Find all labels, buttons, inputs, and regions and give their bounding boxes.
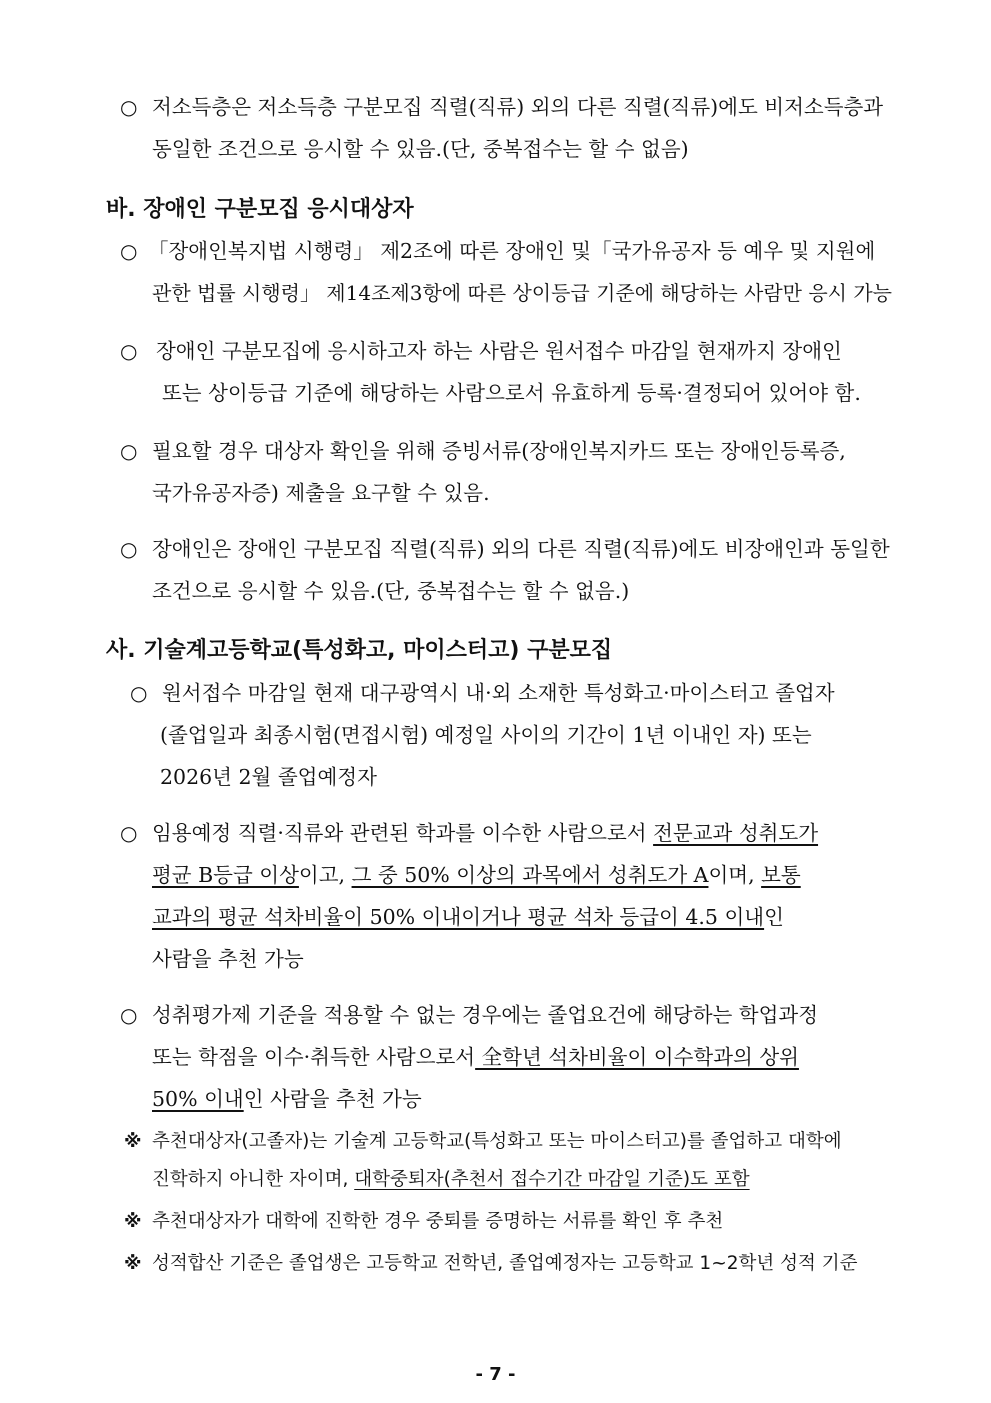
underlined-text: 전문교과 성취도가: [653, 821, 819, 845]
ba-item-1-line-2: 관한 법률 시행령」 제14조제3항에 따른 상이등급 기준에 해당하는 사람만 응시 가능: [152, 281, 892, 305]
note-3: 성적합산 기준은 졸업생은 고등학교 전학년, 졸업예정자는 고등학교 1~2학년 성적 기준: [152, 1253, 858, 1274]
section-heading-ba: 바. 장애인 구분모집 응시대상자: [106, 197, 414, 222]
underlined-text: 全학년 석차비율이 이수학과의 상위: [475, 1045, 799, 1069]
reference-mark: ※: [124, 1211, 142, 1232]
underlined-text: 보통: [761, 863, 801, 887]
sa-item-2-text: 이고,: [298, 863, 352, 887]
sa-item-2-text: 인: [764, 905, 784, 929]
note-1-line-1: 추천대상자(고졸자)는 기술계 고등학교(특성화고 또는 마이스터고)를 졸업하고 대학에: [152, 1131, 842, 1152]
sa-item-2-line-2: [152, 860, 801, 890]
sa-item-3-text: 인 사람을 추천 가능: [243, 1087, 422, 1111]
sa-item-3-line-1: 성취평가제 기준을 적용할 수 없는 경우에는 졸업요건에 해당하는 학업과정: [152, 1003, 819, 1027]
reference-mark: ※: [124, 1253, 142, 1274]
sa-item-3-text: 또는 학점을 이수·취득한 사람으로서: [152, 1045, 476, 1069]
underlined-text: 대학중퇴자(추천서 접수기간 마감일 기준)도 포함: [354, 1169, 750, 1190]
sa-item-3-line-3: [152, 1084, 422, 1114]
underlined-text: 교과의 평균 석차비율이 50% 이내이거나 평균 석차 등급이 4.5 이내: [152, 905, 765, 929]
ba-item-4-line-2: 조건으로 응시할 수 있음.(단, 중복접수는 할 수 없음.): [152, 579, 630, 603]
ba-item-4-line-1: 장애인은 장애인 구분모집 직렬(직류) 외의 다른 직렬(직류)에도 비장애인과 동일한: [152, 537, 890, 561]
reference-mark: ※: [124, 1131, 142, 1152]
ba-item-2-line-2: 또는 상이등급 기준에 해당하는 사람으로서 유효하게 등록·결정되어 있어야 함.: [162, 381, 861, 405]
ba-item-2-line-1: 장애인 구분모집에 응시하고자 하는 사람은 원서접수 마감일 현재까지 장애인: [156, 339, 842, 363]
bullet-marker: ○: [120, 821, 138, 845]
section-heading-sa: 사. 기술계고등학교(특성화고, 마이스터고) 구분모집: [106, 638, 613, 663]
bullet-marker: ○: [120, 95, 138, 119]
intro-line-2: 동일한 조건으로 응시할 수 있음.(단, 중복접수는 할 수 없음): [152, 137, 689, 161]
bullet-marker: ○: [130, 681, 148, 705]
sa-item-2-line-3: [152, 902, 784, 932]
bullet-marker: ○: [120, 239, 138, 263]
ba-item-3-line-1: 필요할 경우 대상자 확인을 위해 증빙서류(장애인복지카드 또는 장애인등록증,: [152, 439, 846, 463]
bullet-marker: ○: [120, 1003, 138, 1027]
sa-item-2-text: 이며,: [708, 863, 762, 887]
underlined-text: 그 중 50% 이상의 과목에서 성취도가 A: [351, 863, 709, 887]
ba-item-1-line-1: 「장애인복지법 시행령」 제2조에 따른 장애인 및「국가유공자 등 예우 및 지원에: [148, 239, 876, 263]
bullet-marker: ○: [120, 339, 138, 363]
underlined-text: 평균 B등급 이상: [152, 863, 299, 887]
sa-item-2-text: 임용예정 직렬·직류와 관련된 학과를 이수한 사람으로서: [152, 821, 654, 845]
bullet-marker: ○: [120, 537, 138, 561]
sa-item-1-line-2: (졸업일과 최종시험(면접시험) 예정일 사이의 기간이 1년 이내인 자) 또는: [160, 723, 812, 747]
intro-line-1: 저소득층은 저소득층 구분모집 직렬(직류) 외의 다른 직렬(직류)에도 비저소득층과: [152, 95, 884, 119]
underlined-text: 50% 이내: [152, 1087, 244, 1111]
sa-item-2-line-4: 사람을 추천 가능: [152, 947, 304, 971]
bullet-marker: ○: [120, 439, 138, 463]
note-text: 진학하지 아니한 자이며,: [152, 1169, 355, 1190]
note-1-line-2: [152, 1166, 750, 1194]
sa-item-1-line-1: 원서접수 마감일 현재 대구광역시 내·외 소재한 특성화고·마이스터고 졸업자: [162, 681, 835, 705]
sa-item-1-line-3: 2026년 2월 졸업예정자: [160, 765, 377, 789]
page-number: - 7 -: [475, 1364, 516, 1385]
note-2: 추천대상자가 대학에 진학한 경우 중퇴를 증명하는 서류를 확인 후 추천: [152, 1211, 724, 1232]
ba-item-3-line-2: 국가유공자증) 제출을 요구할 수 있음.: [152, 481, 490, 505]
sa-item-2-line-1: [152, 818, 818, 848]
sa-item-3-line-2: [152, 1042, 799, 1072]
